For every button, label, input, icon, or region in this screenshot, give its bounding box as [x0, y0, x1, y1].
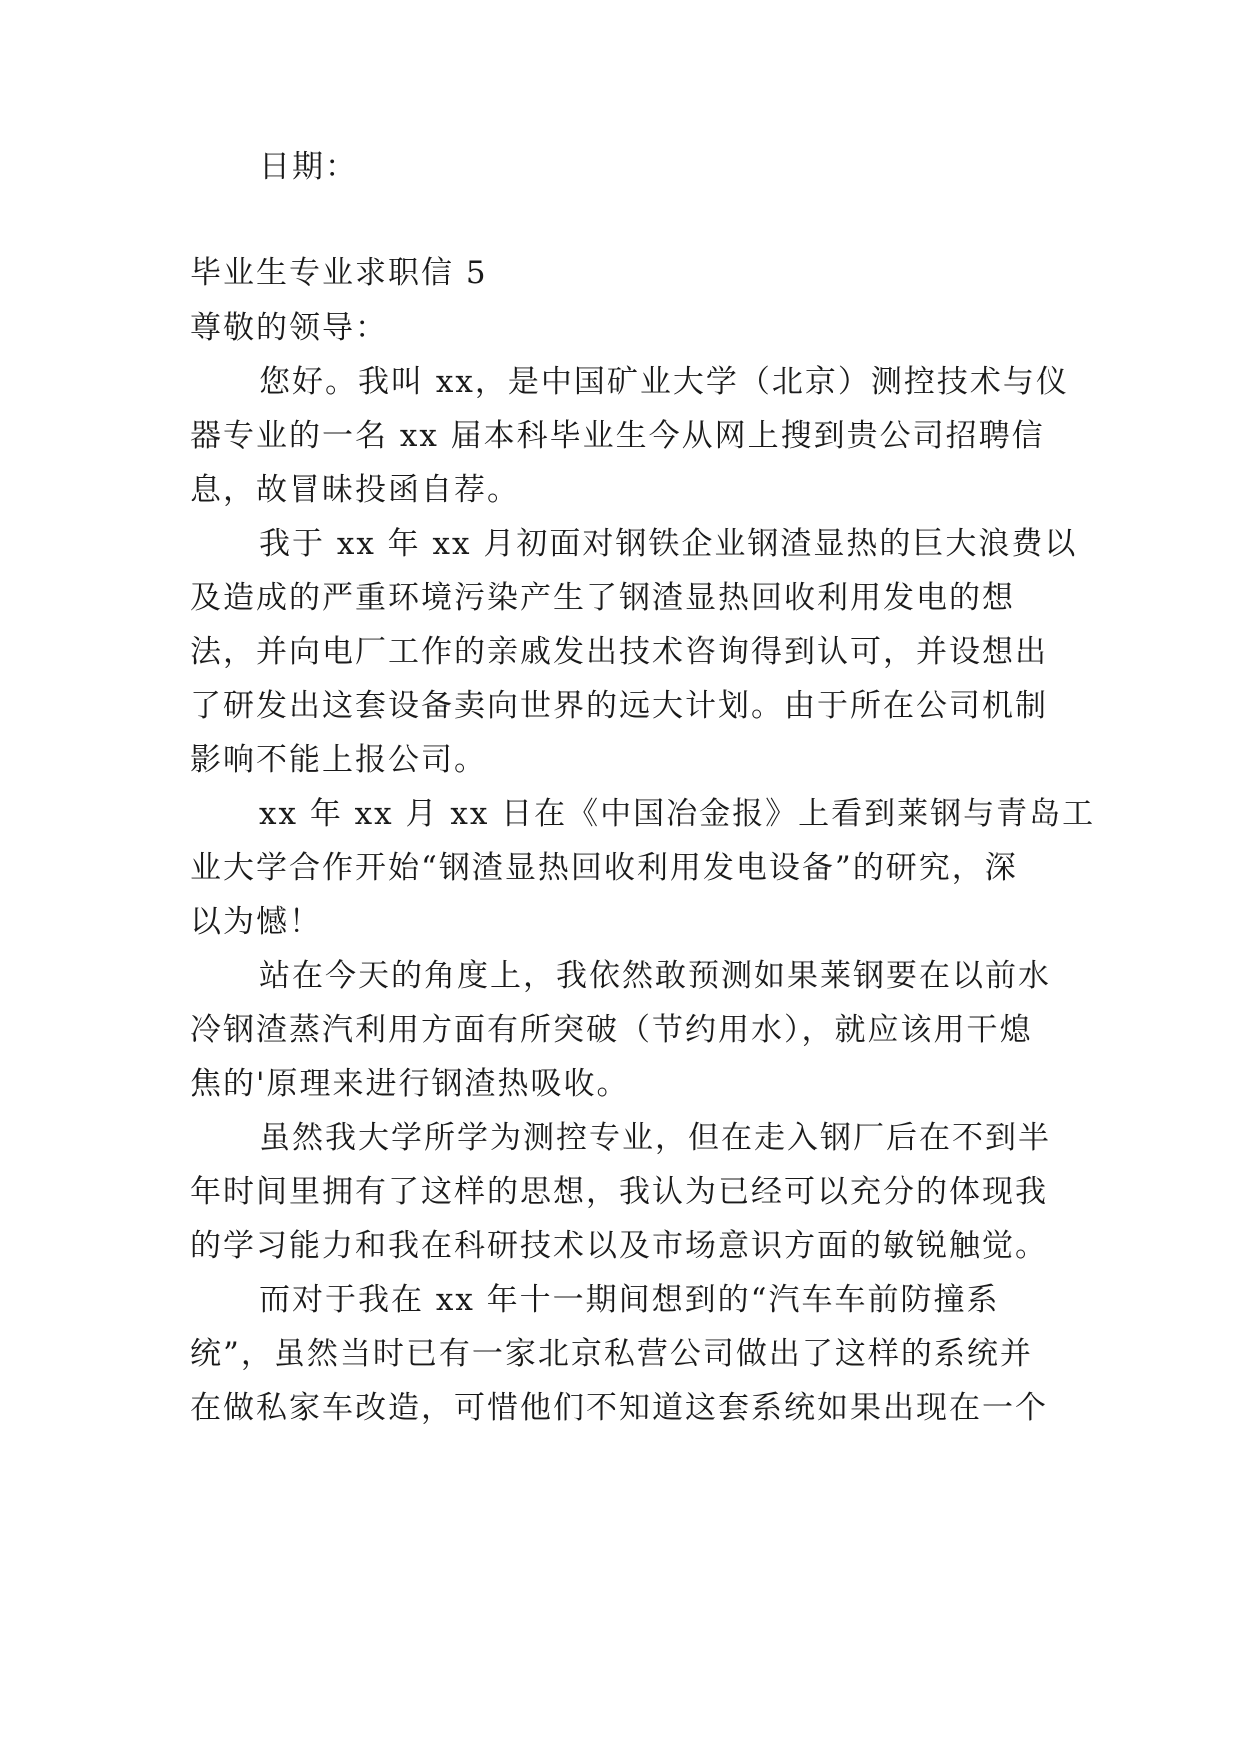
paragraph-line: 在做私家车改造，可惜他们不知道这套系统如果出现在一个 — [190, 1390, 1048, 1426]
paragraph-line: 焦的'原理来进行钢渣热吸收。 — [190, 1066, 630, 1102]
paragraph-line: 年时间里拥有了这样的思想，我认为已经可以充分的体现我 — [190, 1174, 1048, 1210]
paragraph-line: 及造成的严重环境污染产生了钢渣显热回收利用发电的想 — [190, 580, 1015, 616]
letter-title: 毕业生专业求职信 5 — [190, 255, 488, 291]
date-label: 日期： — [259, 149, 358, 185]
paragraph-line: 站在今天的角度上，我依然敢预测如果莱钢要在以前水 — [259, 958, 1051, 994]
salutation: 尊敬的领导： — [190, 310, 388, 346]
paragraph-line: 以为憾！ — [190, 904, 322, 940]
paragraph-line: 了研发出这套设备卖向世界的远大计划。由于所在公司机制 — [190, 688, 1048, 724]
paragraph-line: 我于 xx 年 xx 月初面对钢铁企业钢渣显热的巨大浪费以 — [259, 526, 1078, 562]
paragraph-line: 法，并向电厂工作的亲戚发出技术咨询得到认可，并设想出 — [190, 634, 1048, 670]
paragraph-line: 业大学合作开始“钢渣显热回收利用发电设备”的研究，深 — [190, 850, 1018, 886]
paragraph-line: xx 年 xx 月 xx 日在《中国冶金报》上看到莱钢与青岛工 — [259, 796, 1096, 832]
paragraph-line: 影响不能上报公司。 — [190, 742, 487, 778]
paragraph-line: 而对于我在 xx 年十一期间想到的“汽车车前防撞系 — [259, 1282, 1000, 1318]
paragraph-line: 息，故冒昧投函自荐。 — [190, 472, 520, 508]
paragraph-line: 虽然我大学所学为测控专业，但在走入钢厂后在不到半 — [259, 1120, 1051, 1156]
paragraph-line: 您好。我叫 xx，是中国矿业大学（北京）测控技术与仪 — [259, 364, 1069, 400]
paragraph-line: 器专业的一名 xx 届本科毕业生今从网上搜到贵公司招聘信 — [190, 418, 1045, 454]
paragraph-line: 的学习能力和我在科研技术以及市场意识方面的敏锐触觉。 — [190, 1228, 1048, 1264]
paragraph-line: 统”，虽然当时已有一家北京私营公司做出了这样的系统并 — [190, 1336, 1033, 1372]
paragraph-line: 冷钢渣蒸汽利用方面有所突破（节约用水），就应该用干熄 — [190, 1012, 1033, 1048]
